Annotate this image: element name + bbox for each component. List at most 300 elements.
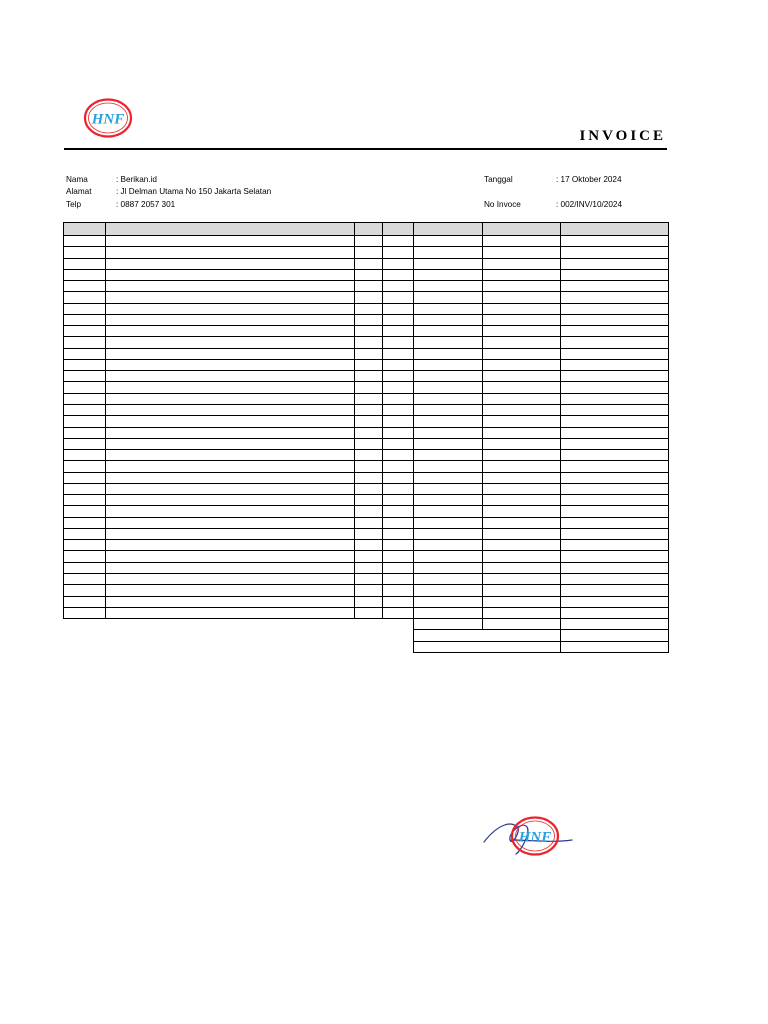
table-row <box>64 337 669 348</box>
table-row <box>64 517 669 528</box>
table-row <box>64 292 669 303</box>
table-cell <box>561 472 669 483</box>
title-divider <box>64 148 667 150</box>
table-cell <box>383 540 414 551</box>
table-cell <box>483 416 561 427</box>
table-row <box>64 382 669 393</box>
table-cell <box>355 314 383 325</box>
table-row <box>64 348 669 359</box>
table-cell <box>64 348 106 359</box>
table-row <box>64 607 669 618</box>
table-cell <box>414 281 483 292</box>
table-cell <box>106 326 355 337</box>
table-cell <box>561 517 669 528</box>
table-row <box>64 495 669 506</box>
table-cell <box>383 607 414 618</box>
table-row <box>64 269 669 280</box>
invoice-title: INVOICE <box>579 128 666 144</box>
table-cell <box>355 303 383 314</box>
summary-label-cell <box>414 641 561 652</box>
table-row <box>64 404 669 415</box>
table-cell <box>64 528 106 539</box>
table-cell <box>106 573 355 584</box>
table-cell <box>355 585 383 596</box>
name-value: : Berikan.id <box>116 175 157 184</box>
table-cell <box>355 483 383 494</box>
table-cell <box>64 450 106 461</box>
table-cell <box>64 314 106 325</box>
table-cell <box>561 596 669 607</box>
table-cell <box>355 326 383 337</box>
table-cell <box>561 438 669 449</box>
summary-label-cell <box>414 630 561 641</box>
table-cell <box>355 337 383 348</box>
table-cell <box>561 393 669 404</box>
table-cell <box>106 337 355 348</box>
table-cell <box>355 517 383 528</box>
table-row <box>64 236 669 247</box>
table-cell <box>483 348 561 359</box>
table-cell <box>383 303 414 314</box>
table-cell <box>383 281 414 292</box>
table-cell <box>414 348 483 359</box>
table-cell <box>355 540 383 551</box>
table-cell <box>355 450 383 461</box>
table-cell <box>64 551 106 562</box>
table-row <box>64 359 669 370</box>
table-cell <box>383 427 414 438</box>
date-value: : 17 Oktober 2024 <box>556 175 622 184</box>
table-row <box>64 258 669 269</box>
table-cell <box>106 461 355 472</box>
address-value: : Jl Delman Utama No 150 Jakarta Selatan <box>116 187 272 196</box>
table-cell <box>414 472 483 483</box>
table-cell <box>64 506 106 517</box>
table-cell <box>483 382 561 393</box>
phone-label: Telp <box>66 200 82 209</box>
table-cell <box>383 416 414 427</box>
table-cell <box>383 404 414 415</box>
table-cell <box>483 337 561 348</box>
table-cell <box>561 495 669 506</box>
table-cell <box>355 506 383 517</box>
table-row <box>64 450 669 461</box>
table-cell <box>483 247 561 258</box>
table-cell <box>561 506 669 517</box>
table-cell <box>106 562 355 573</box>
table-cell <box>483 596 561 607</box>
table-cell <box>64 585 106 596</box>
table-cell <box>414 258 483 269</box>
summary-row <box>64 619 669 630</box>
table-cell <box>106 393 355 404</box>
table-row <box>64 371 669 382</box>
table-cell <box>483 314 561 325</box>
column-header <box>383 223 414 236</box>
table-cell <box>106 585 355 596</box>
table-cell <box>106 551 355 562</box>
table-cell <box>64 596 106 607</box>
table-cell <box>383 326 414 337</box>
table-cell <box>355 427 383 438</box>
table-row <box>64 461 669 472</box>
table-cell <box>561 326 669 337</box>
table-cell <box>64 337 106 348</box>
table-cell <box>483 607 561 618</box>
table-cell <box>106 236 355 247</box>
table-row <box>64 247 669 258</box>
table-row <box>64 540 669 551</box>
table-cell <box>561 540 669 551</box>
table-cell <box>106 303 355 314</box>
table-cell <box>561 348 669 359</box>
table-cell <box>106 528 355 539</box>
table-cell <box>64 607 106 618</box>
table-cell <box>414 427 483 438</box>
table-row <box>64 573 669 584</box>
table-cell <box>561 528 669 539</box>
table-cell <box>355 281 383 292</box>
table-cell <box>483 359 561 370</box>
table-cell <box>106 281 355 292</box>
table-cell <box>355 382 383 393</box>
logo-text: HNF <box>91 111 125 128</box>
table-cell <box>355 348 383 359</box>
table-cell <box>483 585 561 596</box>
table-cell <box>355 528 383 539</box>
table-cell <box>383 292 414 303</box>
table-cell <box>414 506 483 517</box>
table-cell <box>383 359 414 370</box>
summary-value-cell <box>561 641 669 652</box>
table-cell <box>355 573 383 584</box>
column-header <box>561 223 669 236</box>
table-cell <box>383 393 414 404</box>
table-cell <box>106 404 355 415</box>
table-cell <box>383 269 414 280</box>
table-cell <box>414 314 483 325</box>
table-row <box>64 585 669 596</box>
table-cell <box>64 495 106 506</box>
table-cell <box>414 562 483 573</box>
table-cell <box>106 382 355 393</box>
table-cell <box>106 269 355 280</box>
table-cell <box>483 472 561 483</box>
table-cell <box>383 585 414 596</box>
items-table-container <box>63 222 669 653</box>
table-cell <box>64 382 106 393</box>
table-cell <box>414 573 483 584</box>
table-row <box>64 562 669 573</box>
table-cell <box>414 371 483 382</box>
table-row <box>64 303 669 314</box>
table-cell <box>383 506 414 517</box>
table-cell <box>483 303 561 314</box>
table-cell <box>106 540 355 551</box>
table-cell <box>106 416 355 427</box>
table-cell <box>483 258 561 269</box>
table-cell <box>483 404 561 415</box>
table-cell <box>561 371 669 382</box>
table-row <box>64 438 669 449</box>
table-cell <box>414 517 483 528</box>
summary-spacer <box>64 630 414 641</box>
table-cell <box>64 427 106 438</box>
table-row <box>64 427 669 438</box>
table-cell <box>483 393 561 404</box>
table-cell <box>355 562 383 573</box>
table-cell <box>414 596 483 607</box>
table-cell <box>64 438 106 449</box>
name-label: Nama <box>66 175 88 184</box>
table-cell <box>64 562 106 573</box>
table-cell <box>483 450 561 461</box>
table-cell <box>106 427 355 438</box>
table-cell <box>561 461 669 472</box>
address-label: Alamat <box>66 187 92 196</box>
table-cell <box>414 461 483 472</box>
table-cell <box>561 382 669 393</box>
table-cell <box>414 236 483 247</box>
table-cell <box>383 382 414 393</box>
table-cell <box>414 585 483 596</box>
table-cell <box>561 483 669 494</box>
table-row <box>64 551 669 562</box>
table-cell <box>414 382 483 393</box>
phone-value: : 0887 2057 301 <box>116 200 176 209</box>
table-cell <box>64 258 106 269</box>
table-cell <box>355 472 383 483</box>
column-header <box>483 223 561 236</box>
table-cell <box>64 359 106 370</box>
summary-value-cell <box>561 619 669 630</box>
table-cell <box>355 393 383 404</box>
table-cell <box>383 517 414 528</box>
table-cell <box>355 359 383 370</box>
column-header <box>355 223 383 236</box>
table-cell <box>483 562 561 573</box>
table-cell <box>106 359 355 370</box>
table-cell <box>64 472 106 483</box>
table-cell <box>483 573 561 584</box>
table-cell <box>414 528 483 539</box>
summary-row <box>64 641 669 652</box>
table-row <box>64 596 669 607</box>
items-body <box>64 236 669 653</box>
table-cell <box>483 540 561 551</box>
table-cell <box>106 483 355 494</box>
table-cell <box>106 450 355 461</box>
items-table <box>63 222 669 653</box>
table-cell <box>64 269 106 280</box>
table-cell <box>561 247 669 258</box>
table-cell <box>106 495 355 506</box>
table-cell <box>414 495 483 506</box>
summary-cell <box>414 619 483 630</box>
table-cell <box>383 450 414 461</box>
table-cell <box>64 292 106 303</box>
table-cell <box>561 416 669 427</box>
date-label: Tanggal <box>484 175 513 184</box>
table-cell <box>561 258 669 269</box>
table-cell <box>561 551 669 562</box>
table-cell <box>483 326 561 337</box>
table-cell <box>483 506 561 517</box>
table-cell <box>561 573 669 584</box>
table-cell <box>106 506 355 517</box>
table-cell <box>561 404 669 415</box>
table-cell <box>383 258 414 269</box>
table-cell <box>383 247 414 258</box>
table-cell <box>414 404 483 415</box>
table-cell <box>355 416 383 427</box>
table-cell <box>483 292 561 303</box>
table-cell <box>106 348 355 359</box>
table-cell <box>561 337 669 348</box>
table-cell <box>483 269 561 280</box>
table-cell <box>561 359 669 370</box>
table-cell <box>414 393 483 404</box>
table-cell <box>561 314 669 325</box>
table-cell <box>414 359 483 370</box>
table-cell <box>561 292 669 303</box>
table-cell <box>414 540 483 551</box>
table-cell <box>483 438 561 449</box>
table-cell <box>483 236 561 247</box>
table-cell <box>383 596 414 607</box>
table-cell <box>561 303 669 314</box>
table-cell <box>383 528 414 539</box>
table-cell <box>561 427 669 438</box>
table-cell <box>383 483 414 494</box>
table-cell <box>383 314 414 325</box>
table-cell <box>483 528 561 539</box>
table-cell <box>561 450 669 461</box>
table-cell <box>414 607 483 618</box>
table-cell <box>383 573 414 584</box>
table-cell <box>64 573 106 584</box>
table-cell <box>383 348 414 359</box>
invoice-number-value: : 002/INV/10/2024 <box>556 200 623 209</box>
table-cell <box>355 495 383 506</box>
table-cell <box>483 281 561 292</box>
table-cell <box>414 438 483 449</box>
table-cell <box>355 292 383 303</box>
table-cell <box>383 495 414 506</box>
table-cell <box>64 371 106 382</box>
table-cell <box>414 292 483 303</box>
table-cell <box>414 337 483 348</box>
table-cell <box>64 247 106 258</box>
table-cell <box>64 404 106 415</box>
table-row <box>64 483 669 494</box>
table-cell <box>64 303 106 314</box>
table-cell <box>483 551 561 562</box>
table-cell <box>64 393 106 404</box>
table-cell <box>414 483 483 494</box>
table-cell <box>483 517 561 528</box>
table-cell <box>383 371 414 382</box>
table-cell <box>483 427 561 438</box>
table-cell <box>106 371 355 382</box>
table-cell <box>355 551 383 562</box>
table-cell <box>483 483 561 494</box>
table-row <box>64 506 669 517</box>
table-cell <box>414 247 483 258</box>
table-cell <box>64 517 106 528</box>
table-cell <box>383 236 414 247</box>
table-cell <box>561 236 669 247</box>
table-cell <box>383 337 414 348</box>
table-row <box>64 326 669 337</box>
table-cell <box>64 326 106 337</box>
table-header-row <box>64 223 669 236</box>
table-cell <box>483 371 561 382</box>
invoice-number-label: No Invoce <box>484 200 521 209</box>
table-cell <box>64 236 106 247</box>
table-cell <box>355 371 383 382</box>
stamp-text: HNF <box>518 829 552 846</box>
summary-cell <box>483 619 561 630</box>
column-header <box>106 223 355 236</box>
table-cell <box>383 551 414 562</box>
table-cell <box>414 269 483 280</box>
table-cell <box>106 258 355 269</box>
table-row <box>64 393 669 404</box>
table-cell <box>355 404 383 415</box>
table-cell <box>355 258 383 269</box>
summary-spacer <box>64 619 414 630</box>
table-cell <box>483 461 561 472</box>
table-cell <box>383 438 414 449</box>
table-cell <box>106 607 355 618</box>
table-cell <box>414 326 483 337</box>
table-cell <box>355 607 383 618</box>
table-cell <box>106 472 355 483</box>
table-cell <box>355 596 383 607</box>
table-cell <box>106 517 355 528</box>
table-cell <box>64 416 106 427</box>
table-row <box>64 472 669 483</box>
table-cell <box>561 281 669 292</box>
table-row <box>64 314 669 325</box>
table-row <box>64 528 669 539</box>
table-cell <box>64 281 106 292</box>
table-cell <box>106 292 355 303</box>
table-cell <box>414 303 483 314</box>
table-cell <box>383 472 414 483</box>
table-cell <box>355 438 383 449</box>
signature-stamp <box>480 810 576 862</box>
table-cell <box>355 269 383 280</box>
table-row <box>64 281 669 292</box>
table-cell <box>383 562 414 573</box>
table-cell <box>64 461 106 472</box>
table-cell <box>414 450 483 461</box>
table-cell <box>561 607 669 618</box>
company-logo <box>82 97 134 139</box>
table-cell <box>355 247 383 258</box>
table-row <box>64 416 669 427</box>
table-cell <box>64 483 106 494</box>
summary-row <box>64 630 669 641</box>
table-cell <box>106 596 355 607</box>
table-cell <box>561 562 669 573</box>
table-cell <box>106 247 355 258</box>
table-cell <box>355 461 383 472</box>
column-header <box>64 223 106 236</box>
table-cell <box>106 438 355 449</box>
